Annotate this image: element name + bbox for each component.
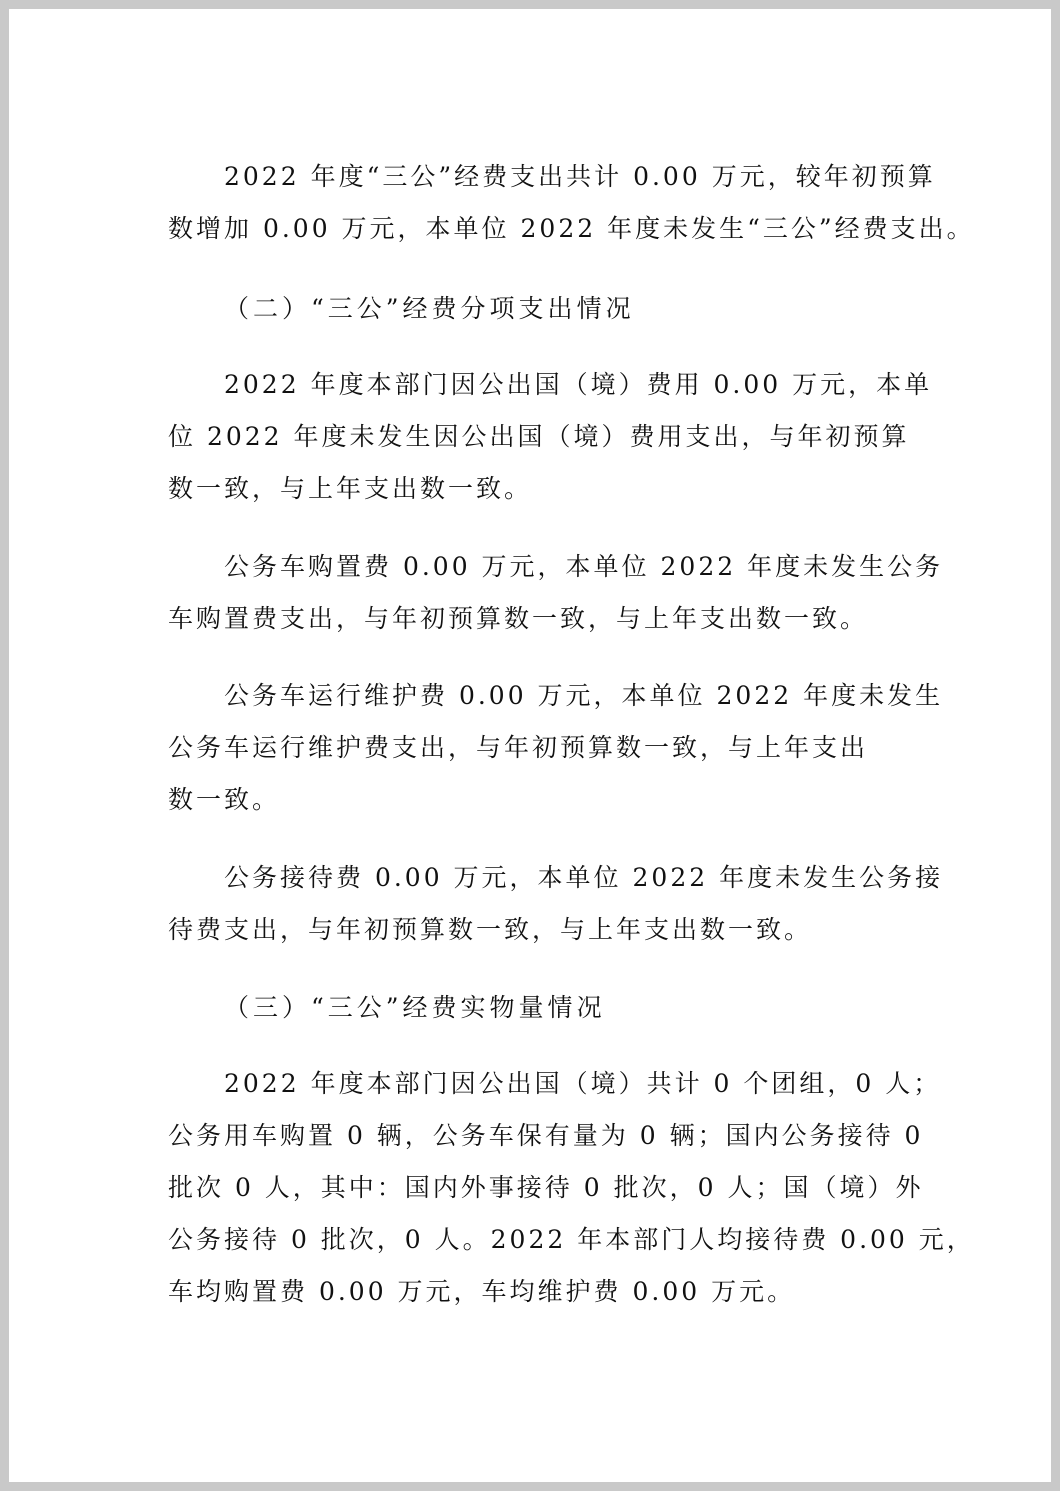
paragraph-line: 公务车购置费 0.00 万元，本单位 2022 年度未发生公务 <box>224 552 944 581</box>
paragraph-line: 公务用车购置 0 辆，公务车保有量为 0 辆；国内公务接待 0 <box>168 1121 924 1150</box>
paragraph-line: 公务接待费 0.00 万元，本单位 2022 年度未发生公务接 <box>224 863 944 892</box>
paragraph-line: 2022 年度“三公”经费支出共计 0.00 万元，较年初预算 <box>224 162 936 191</box>
section-heading: （二）“三公”经费分项支出情况 <box>224 294 635 323</box>
paragraph-line: 公务接待 0 批次，0 人。2022 年本部门人均接待费 0.00 元， <box>168 1225 975 1254</box>
document-page <box>9 9 1051 1482</box>
paragraph-line: 数增加 0.00 万元，本单位 2022 年度未发生“三公”经费支出。 <box>168 214 975 243</box>
paragraph-line: 待费支出，与年初预算数一致，与上年支出数一致。 <box>168 915 813 944</box>
paragraph-line: 2022 年度本部门因公出国（境）共计 0 个团组，0 人； <box>224 1069 942 1098</box>
paragraph-line: 公务车运行维护费支出，与年初预算数一致，与上年支出 <box>168 733 869 762</box>
paragraph-line: 车均购置费 0.00 万元，车均维护费 0.00 万元。 <box>168 1277 796 1306</box>
paragraph-line: 批次 0 人，其中：国内外事接待 0 批次，0 人；国（境）外 <box>168 1173 924 1202</box>
paragraph-line: 位 2022 年度未发生因公出国（境）费用支出，与年初预算 <box>168 422 910 451</box>
paragraph-line: 车购置费支出，与年初预算数一致，与上年支出数一致。 <box>168 604 869 633</box>
paragraph-line: 公务车运行维护费 0.00 万元，本单位 2022 年度未发生 <box>224 681 944 710</box>
paragraph-line: 数一致，与上年支出数一致。 <box>168 474 533 503</box>
paragraph-line: 数一致。 <box>168 785 281 814</box>
section-heading: （三）“三公”经费实物量情况 <box>224 993 606 1022</box>
paragraph-line: 2022 年度本部门因公出国（境）费用 0.00 万元，本单 <box>224 370 933 399</box>
